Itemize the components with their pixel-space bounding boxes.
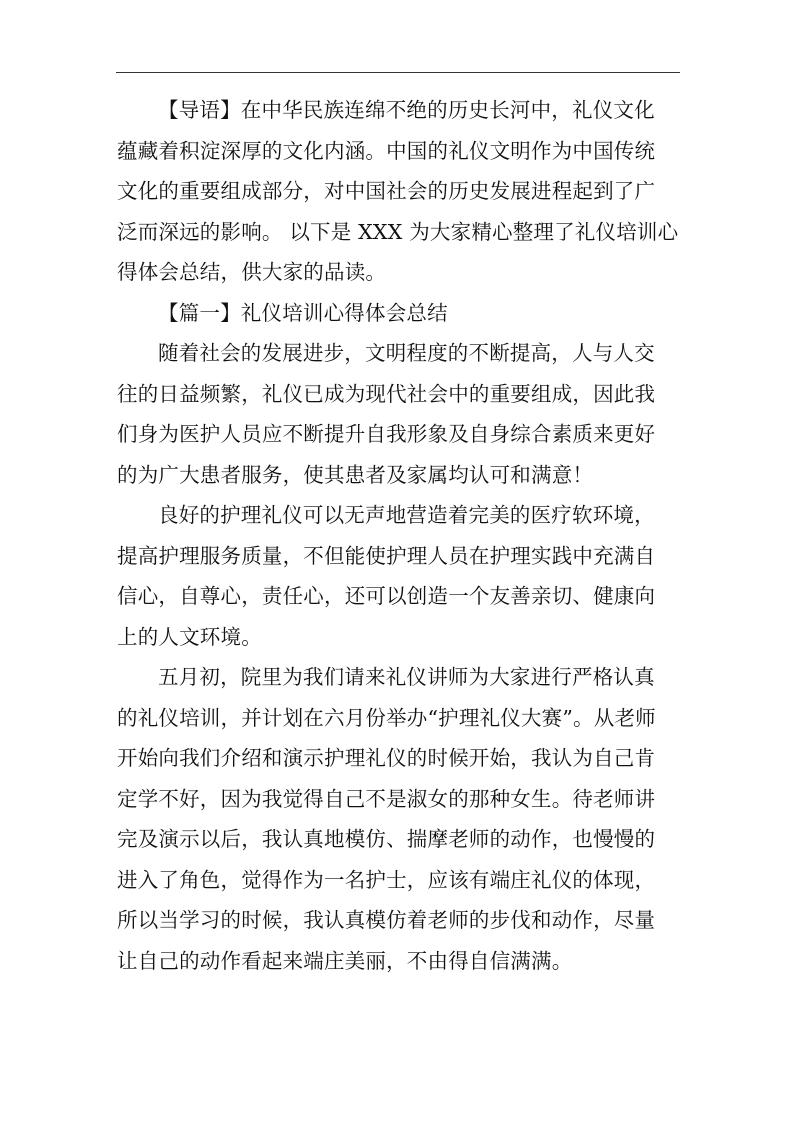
text-line: 的礼仪培训，并计划在六月份举办“护理礼仪大赛”。从老师 bbox=[117, 705, 656, 730]
document-body bbox=[117, 90, 687, 981]
text-line: 们身为医护人员应不断提升自我形象及自身综合素质来更好 bbox=[117, 422, 656, 446]
header-rule bbox=[116, 72, 680, 73]
text-line: 定学不好，因为我觉得自己不是淑女的那种女生。待老师讲 bbox=[117, 786, 656, 811]
text-line: 随着社会的发展进步，文明程度的不断提高，人与人交 bbox=[158, 341, 655, 365]
heading-line: 【篇一】礼仪培训心得体会总结 bbox=[158, 300, 448, 325]
section-heading bbox=[117, 293, 687, 334]
text-line: 上的人文环境。 bbox=[117, 624, 262, 649]
text-line: 信心，自尊心，责任心，还可以创造一个友善亲切、健康向 bbox=[117, 584, 656, 608]
intro-paragraph bbox=[117, 90, 687, 293]
text-line: 所以当学习的时候，我认真模仿着老师的步伐和动作，尽量 bbox=[117, 908, 656, 932]
text-line: 文化的重要组成部分，对中国社会的历史发展进程起到了广 bbox=[117, 179, 656, 203]
text-line: 完及演示以后，我认真地模仿、揣摩老师的动作，也慢慢的 bbox=[117, 827, 656, 851]
body-paragraph-2 bbox=[117, 495, 687, 657]
text-line: 往的日益频繁，礼仪已成为现代社会中的重要组成，因此我 bbox=[117, 381, 656, 406]
text-line: 五月初，院里为我们请来礼仪讲师为大家进行严格认真 bbox=[158, 665, 655, 689]
text-line: 蕴藏着积淀深厚的文化内涵。中国的礼仪文明作为中国传统 bbox=[117, 138, 656, 163]
text-line: 提高护理服务质量，不但能使护理人员在护理实践中充满自 bbox=[117, 543, 656, 568]
text-line: 的为广大患者服务，使其患者及家属均认可和满意！ bbox=[117, 462, 594, 487]
text-line: 【导语】在中华民族连绵不绝的历史长河中，礼仪文化 bbox=[158, 98, 655, 122]
text-line: 良好的护理礼仪可以无声地营造着完美的医疗软环境， bbox=[158, 503, 655, 527]
text-line: 让自己的动作看起来端庄美丽，不由得自信满满。 bbox=[117, 948, 573, 973]
text-line: 得体会总结，供大家的品读。 bbox=[117, 260, 387, 284]
text-line: 开始向我们介绍和演示护理礼仪的时候开始，我认为自己肯 bbox=[117, 746, 656, 770]
text-line: 进入了角色，觉得作为一名护士，应该有端庄礼仪的体现， bbox=[117, 867, 656, 892]
text-line: 泛而深远的影响。 以下是 XXX 为大家精心整理了礼仪培训心 bbox=[117, 219, 679, 244]
body-paragraph-1 bbox=[117, 333, 687, 495]
body-paragraph-3 bbox=[117, 657, 687, 981]
